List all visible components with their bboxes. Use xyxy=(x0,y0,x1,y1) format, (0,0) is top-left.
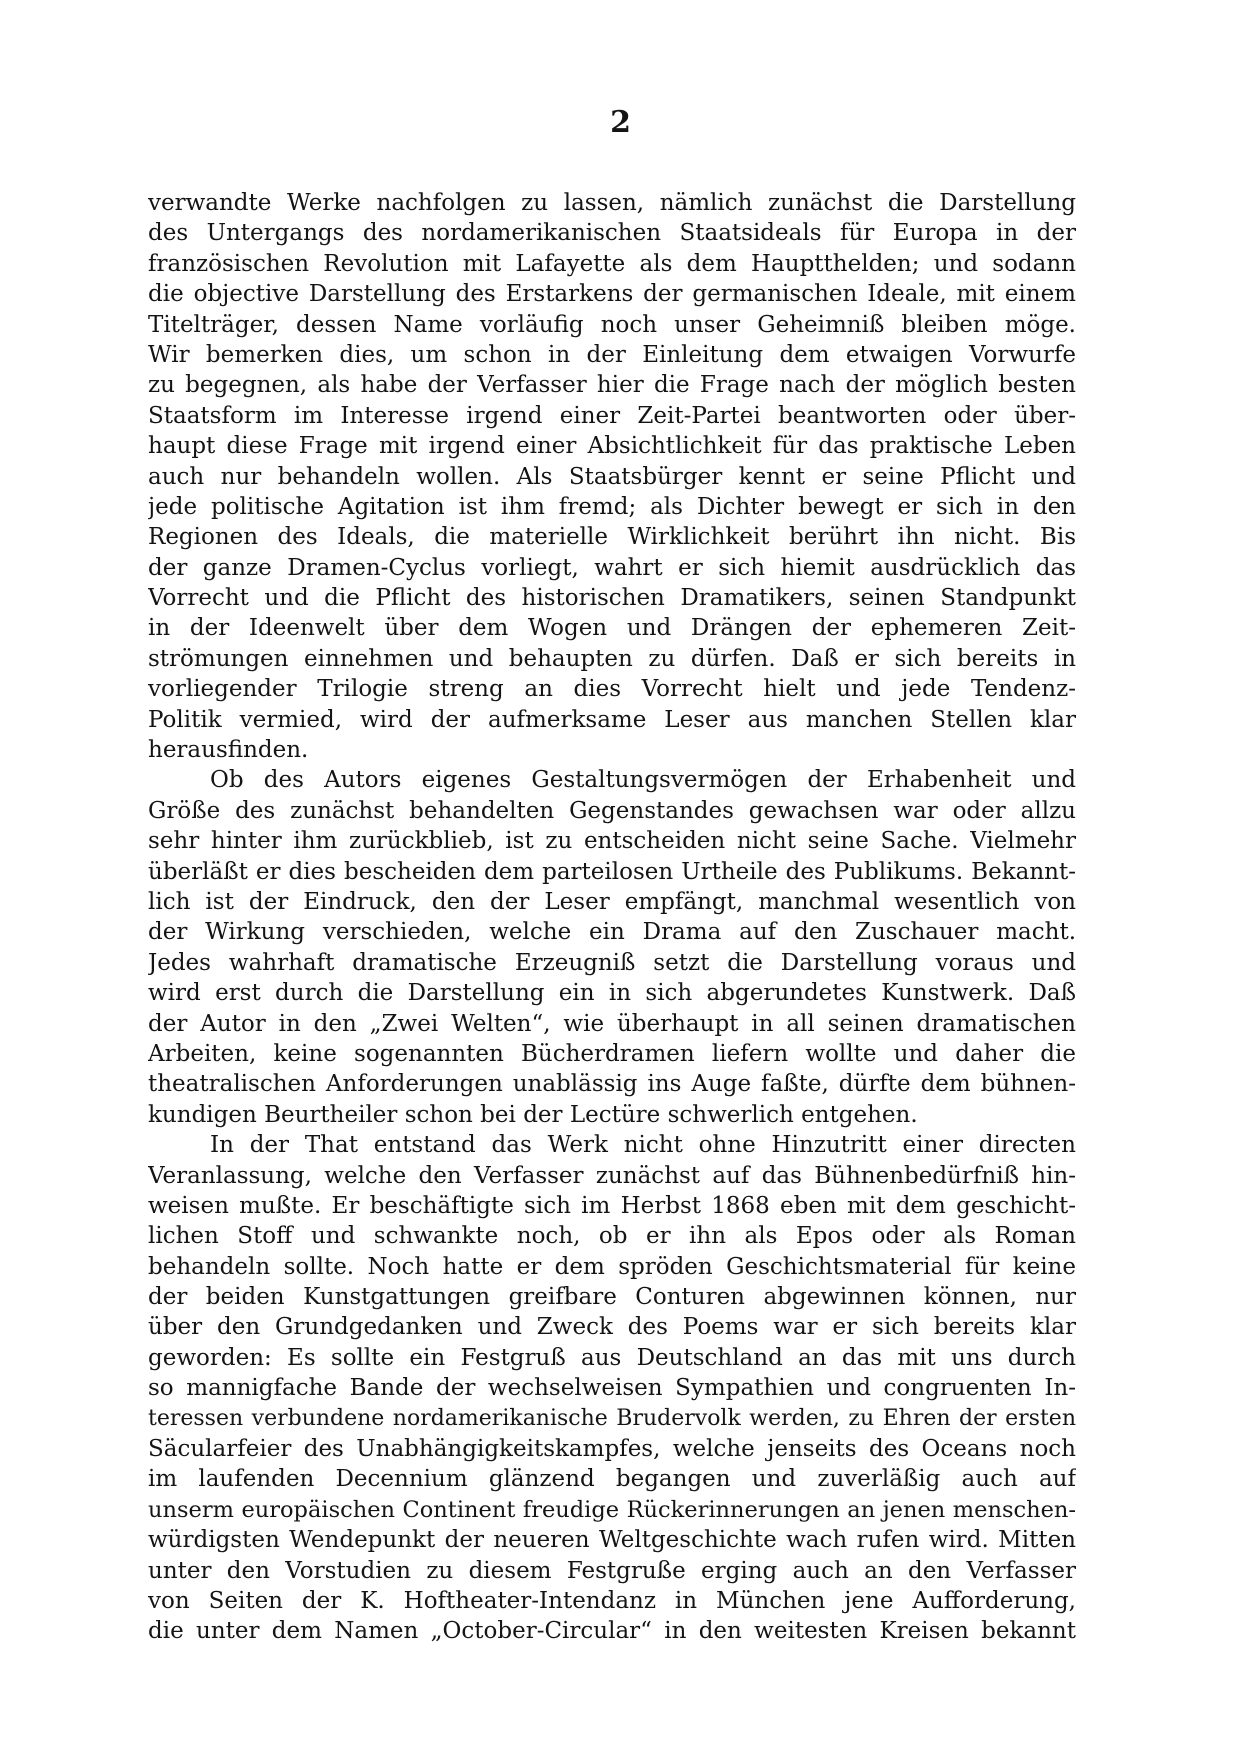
text-line: Titelträger, dessen Name vorläufig noch unser Geheimniß bleiben möge. xyxy=(148,311,1076,338)
text-line: zu begegnen, als habe der Verfasser hier die Frage nach der möglich besten xyxy=(148,372,1076,399)
text-line: weisen mußte. Er beschäftigte sich im Herbst 1868 eben mit dem geschicht- xyxy=(148,1192,1076,1219)
text-line: der ganze Dramen-Cyclus vorliegt, wahrt er sich hiemit ausdrücklich das xyxy=(148,554,1076,581)
paragraph-end-line: kundigen Beurtheiler schon bei der Lectüre schwerlich entgehen. xyxy=(148,1101,918,1128)
text-line: die unter dem Namen „October-Circular“ in den weitesten Kreisen bekannt xyxy=(148,1618,1076,1645)
paragraph-end-line: herausfinden. xyxy=(148,737,309,764)
text-line: geworden: Es sollte ein Festgruß aus Deutschland an das mit uns durch xyxy=(148,1344,1076,1371)
text-line: lich ist der Eindruck, den der Leser empfängt, manchmal wesentlich von xyxy=(148,888,1076,915)
text-line: Wir bemerken dies, um schon in der Einleitung dem etwaigen Vorwurfe xyxy=(148,341,1076,368)
text-line: Regionen des Ideals, die materielle Wirklichkeit berührt ihn nicht. Bis xyxy=(148,524,1076,551)
text-line: von Seiten der K. Hoftheater-Intendanz in München jene Aufforderung, xyxy=(148,1587,1076,1614)
text-line: französischen Revolution mit Lafayette als dem Hauptthelden; und sodann xyxy=(148,250,1076,277)
paragraph-start-line: In der That entstand das Werk nicht ohne Hinzutritt einer directen xyxy=(210,1132,1076,1159)
text-line: über den Grundgedanken und Zweck des Poems war er sich bereits klar xyxy=(148,1314,1076,1341)
text-line: unter den Vorstudien zu diesem Festgruße erging auch an den Verfasser xyxy=(148,1557,1076,1584)
text-line: lichen Stoff und schwankte noch, ob er ihn als Epos oder als Roman xyxy=(148,1223,1076,1250)
text-line: strömungen einnehmen und behaupten zu dürfen. Daß er sich bereits in xyxy=(148,645,1076,672)
text-line: Jedes wahrhaft dramatische Erzeugniß setzt die Darstellung voraus und xyxy=(148,949,1076,976)
text-line: so mannigfache Bande der wechselweisen Sympathien und congruenten In- xyxy=(148,1375,1076,1402)
text-line: im laufenden Decennium glänzend begangen und zuverläßig auch auf xyxy=(148,1466,1076,1493)
text-line: teressen verbundene nordamerikanische Brudervolk werden, zu Ehren der ersten xyxy=(148,1405,1076,1431)
text-line: der Wirkung verschieden, welche ein Drama auf den Zuschauer macht. xyxy=(148,919,1076,946)
text-line: theatralischen Anforderungen unablässig ins Auge faßte, dürfte dem bühnen- xyxy=(148,1071,1076,1098)
text-line: vorliegender Trilogie streng an dies Vorrecht hielt und jede Tendenz- xyxy=(148,676,1076,703)
text-line: jede politische Agitation ist ihm fremd; als Dichter bewegt er sich in den xyxy=(148,493,1076,520)
page-number: 2 xyxy=(610,105,631,140)
text-line: unserm europäischen Continent freudige Rückerinnerungen an jenen menschen- xyxy=(148,1496,1076,1523)
text-line: der Autor in den „Zwei Welten“, wie überhaupt in all seinen dramatischen xyxy=(148,1010,1076,1037)
text-line: in der Ideenwelt über dem Wogen und Drängen der ephemeren Zeit- xyxy=(148,615,1076,642)
text-line: sehr hinter ihm zurückblieb, ist zu entscheiden nicht seine Sache. Vielmehr xyxy=(148,828,1076,855)
text-line: Staatsform im Interesse irgend einer Zeit-Partei beantworten oder über- xyxy=(148,402,1076,429)
text-line: überläßt er dies bescheiden dem parteilosen Urtheile des Publikums. Bekannt- xyxy=(148,858,1076,885)
paragraph-start-line: Ob des Autors eigenes Gestaltungsvermögen der Erhabenheit und xyxy=(210,767,1076,794)
text-line: Arbeiten, keine sogenannten Bücherdramen liefern wollte und daher die xyxy=(148,1040,1076,1067)
text-line: Veranlassung, welche den Verfasser zunächst auf das Bühnenbedürfniß hin- xyxy=(148,1162,1076,1189)
text-line: verwandte Werke nachfolgen zu lassen, nämlich zunächst die Darstellung xyxy=(148,190,1076,216)
text-line: Säcularfeier des Unabhängigkeitskampfes, welche jenseits des Oceans noch xyxy=(148,1436,1076,1463)
text-line: der beiden Kunstgattungen greifbare Conturen abgewinnen können, nur xyxy=(148,1284,1076,1311)
text-line: Vorrecht und die Pflicht des historischen Dramatikers, seinen Standpunkt xyxy=(148,585,1076,612)
text-line: die objective Darstellung des Erstarkens der germanischen Ideale, mit einem xyxy=(148,281,1076,308)
text-line: des Untergangs des nordamerikanischen Staatsideals für Europa in der xyxy=(148,220,1076,247)
text-line: Politik vermied, wird der aufmerksame Leser aus manchen Stellen klar xyxy=(148,706,1076,733)
text-line: würdigsten Wendepunkt der neueren Weltgeschichte wach rufen wird. Mitten xyxy=(148,1527,1076,1554)
text-line: behandeln sollte. Noch hatte er dem spröden Geschichtsmaterial für keine xyxy=(148,1253,1076,1280)
text-line: auch nur behandeln wollen. Als Staatsbürger kennt er seine Pflicht und xyxy=(148,463,1076,490)
text-line: haupt diese Frage mit irgend einer Absichtlichkeit für das praktische Leben xyxy=(148,433,1076,460)
body-text xyxy=(148,188,1076,1647)
text-line: wird erst durch die Darstellung ein in sich abgerundetes Kunstwerk. Daß xyxy=(148,980,1076,1007)
text-line: Größe des zunächst behandelten Gegenstandes gewachsen war oder allzu xyxy=(148,797,1076,824)
